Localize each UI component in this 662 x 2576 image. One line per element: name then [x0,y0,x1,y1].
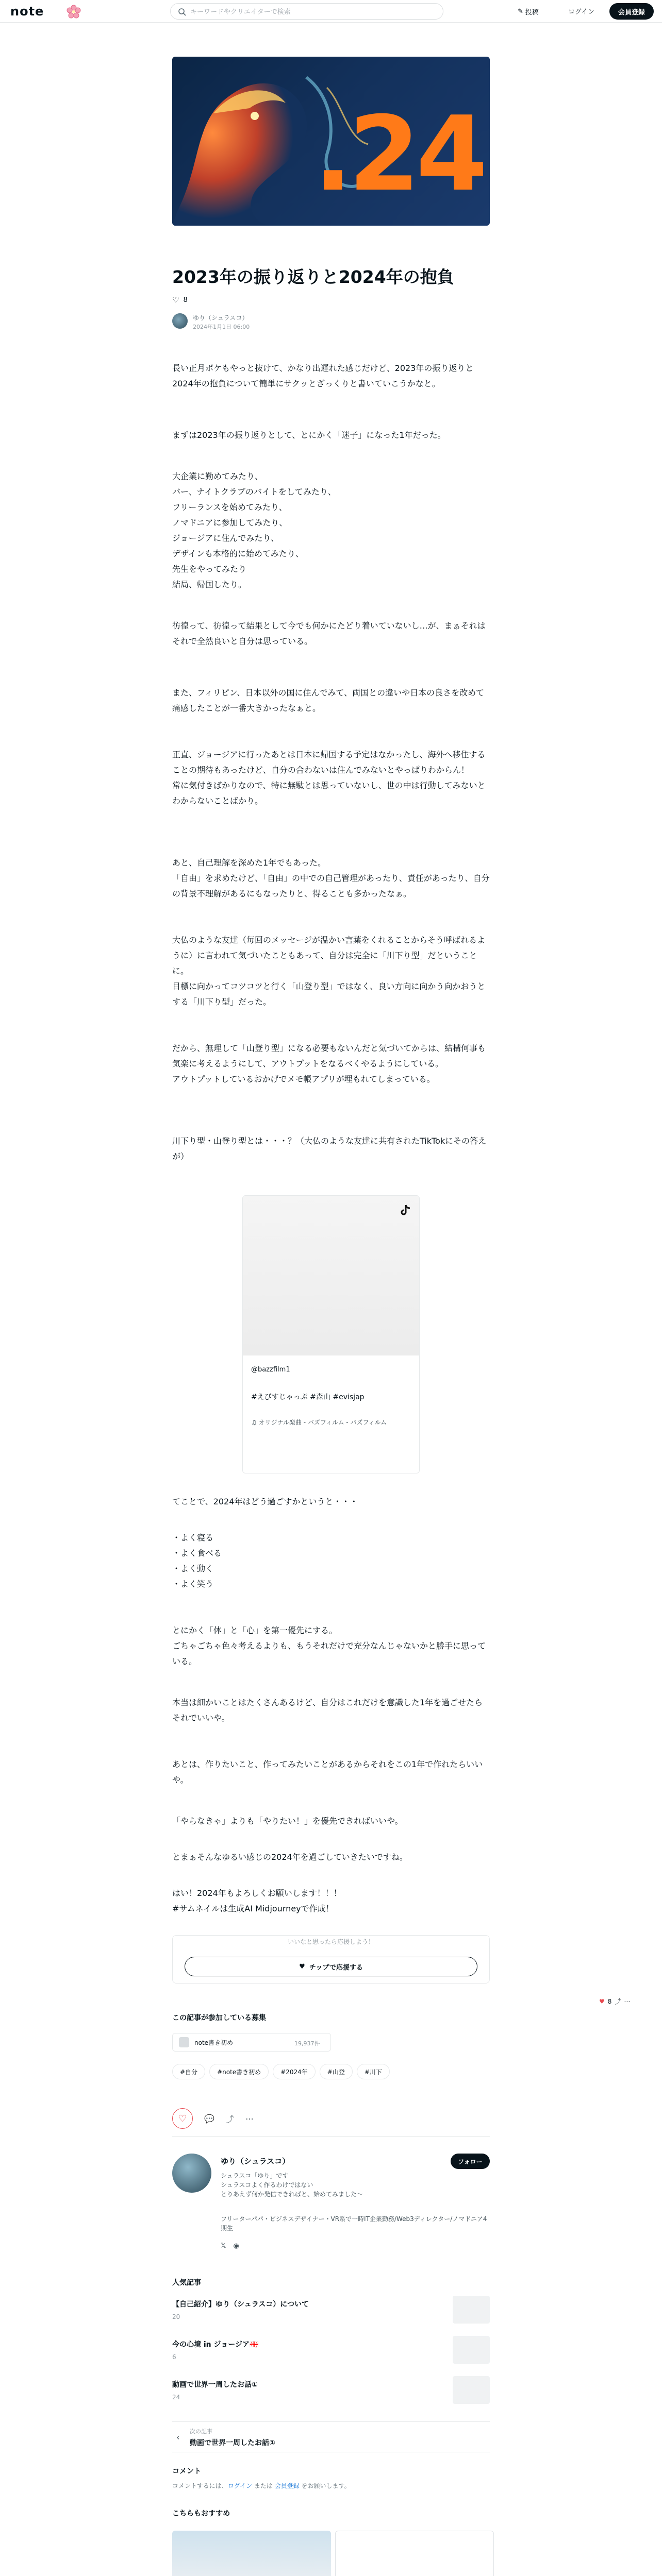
search-icon [178,8,186,16]
paragraph: 長い正月ボケもやっと抜けて、かなり出遅れた感じだけど、2023年の振り返りと2024年の抱負について簡単にサクッとざっくりと書いていこうかなと。 [172,363,474,388]
paragraph: また、フィリピン、日本以外の国に住んでみて、両国との違いや日本の良さを改めて痛感したことが一番大きかったなぁと。 [172,688,485,713]
signup-button[interactable]: 会員登録 [609,3,654,20]
paragraph: とまぁそんなゆるい感じの2024年を過ごしていきたいですね。 [172,1852,408,1862]
popular-item-title: 今の心境 in ジョージア🇬🇪 [172,2341,259,2349]
hashtag[interactable]: #自分 [172,2064,205,2079]
popular-item-title: 【自己紹介】ゆり（シュラスコ）について [172,2300,309,2309]
paragraph: 彷徨って、彷徨って結果として今でも何かにたどり着いていないし…が、まぁそれはそれで全然良いと自分は思っている。 [172,621,486,646]
paragraph: とにかく「体」と「心」を第一優先にする。 ごちゃごちゃ色々考えるよりも、もうそれだけで充分なんじゃないかと勝手に思っている。 [172,1625,486,1666]
tip-label: チップで応援する [309,1963,363,1972]
side-like[interactable] [599,1997,630,2006]
hashtag[interactable]: #川下 [357,2064,390,2079]
article-like-row[interactable] [172,295,188,305]
paragraph: はい！2024年もよろしくお願いします！！！ #サムネイルは生成AI Midjourneyで作成！ [172,1888,342,1913]
next-article-card[interactable] [172,2421,490,2452]
popular-item-likes: 24 [172,2394,180,2401]
post-button[interactable] [518,5,539,18]
comment-title: コメント [172,2467,201,2476]
tiktok-tags[interactable]: #えびすじゃっぷ #森山 #evisjap [251,1393,365,1401]
paragraph: ・よく寝る ・よく食べる ・よく動く ・よく笑う [172,1533,222,1589]
paragraph: 「やらなきゃ」よりも「やりたい！」を優先できればいいや。 [172,1816,403,1826]
popular-item-title: 動画で世界一周したお話① [172,2381,258,2389]
next-article-label: 次の記事 [190,2428,212,2435]
hero-image [172,57,490,226]
hero-year-text: .24 [313,94,484,214]
popular-item-thumb [453,2336,490,2364]
paragraph: 大仏のような友達（毎回のメッセージが温かい言葉をくれることからそう呼ばれるように）に言われて気づいたこともあって、自分は完全に「川下り型」だということに。 目標に向かってコツコツと行く「山登り型」ではなく、良い方向に向かう向かおうとする「川下り型」だった。 [172,935,486,1007]
popular-item[interactable] [172,2336,490,2369]
popular-item-likes: 6 [172,2353,176,2361]
recommend-title: こちらもおすすめ [172,2510,230,2518]
magazine-card[interactable] [172,2033,331,2052]
profile-detail: フリーターパパ・ビジネスデザイナー・VR系で一時IT企業勤務/Web3ディレクター/ノマドニア4期生 [221,2215,487,2232]
card-thumbnail[interactable] [335,2531,494,2576]
popular-title: 人気記事 [172,2279,201,2287]
paragraph: あとは、作りたいこと、作ってみたいことがあるからそれをこの1年で作れたらいいや。 [172,1759,483,1785]
paragraph: 本当は細かいことはたくさんあるけど、自分はこれだけを意識した1年を過ごせたらそれでいいや。 [172,1698,483,1723]
magazine-icon [179,2037,189,2047]
profile-name[interactable]: ゆり（シュラスコ） [221,2157,290,2166]
x-icon[interactable]: 𝕏 [221,2242,226,2250]
popular-item[interactable] [172,2296,490,2329]
heart-icon[interactable]: ♡ [172,295,179,304]
article-actions [172,2108,254,2129]
chevron-left-icon: ‹ [176,2432,180,2442]
magazine-count: 19,937件 [294,2040,320,2047]
paragraph: 大企業に勤めてみたり、 バー、ナイトクラブのバイトをしてみたり、 フリーランスを始めてみたり、 ノマドニアに参加してみたり、 ジョージアに住んでみたり、 デザインも本格的に始めてみたり、 先生をやってみたり 結局、帰国したり。 [172,471,336,589]
tip-button[interactable] [185,1957,477,1976]
follow-button[interactable]: フォロー [451,2154,490,2169]
paragraph: まずは2023年の振り返りとして、とにかく「迷子」になった1年だった。 [172,430,446,440]
comment-note: コメントするには、ログイン または 会員登録 をお願いします。 [172,2482,351,2489]
search-input[interactable] [190,7,433,17]
paragraph: あと、自己理解を深めた1年でもあった。 「自由」を求めたけど、「自由」の中での自己管理があったり、責任があったり、自分の背景不理解があるにもなったりと、得ることも多かったなぁ。 [172,858,490,899]
popular-item-thumb [453,2296,490,2324]
publish-date: 2024年1月1日 06:00 [193,324,250,330]
author-name[interactable]: ゆり（シュラスコ） [193,314,249,321]
register-link[interactable]: 会員登録 [274,2482,300,2489]
tiktok-embed[interactable] [242,1195,420,1473]
support-label: いいなと思ったら応援しよう！ [287,1938,374,1945]
profile-avatar[interactable] [172,2154,211,2193]
hashtag[interactable]: #note書き初め [209,2064,269,2079]
sakura-icon [66,4,81,20]
author-avatar[interactable] [172,313,188,329]
tip-icon: ♥ [299,1962,305,1971]
side-like-count: 8 [607,1997,612,2005]
search-bar[interactable] [170,3,443,20]
more-icon[interactable]: ⋯ [624,1997,631,2005]
profile-bio: シュラスコ「ゆり」です シュラスコよく作るわけではない とりあえず何か発信できればと、始めてみました〜 [221,2172,363,2198]
video-thumbnail[interactable] [243,1196,419,1355]
hashtag[interactable]: #山登 [320,2064,353,2079]
hashtag[interactable]: #2024年 [273,2064,316,2079]
popular-item-thumb [453,2376,490,2404]
rss-icon[interactable]: ◉ [233,2242,239,2250]
recommend-card[interactable] [172,2531,331,2576]
article-title: 2023年の振り返りと2024年の抱負 [172,267,454,287]
paragraph: だから、無理して「山登り型」になる必要もないんだと気づいてからは、結構何事も気楽に考えるようにして、アウトプットをなるべくやるようにしている。 アウトプットしているおかげでメモ帳アプリが埋もれてしまっている。 [172,1043,486,1084]
top-header [0,0,662,23]
card-thumbnail[interactable] [172,2531,331,2576]
comment-icon[interactable]: 💬 [204,2113,214,2124]
magazine-section-title: この記事が参加している募集 [172,2014,266,2022]
like-button[interactable]: ♡ [172,2108,193,2129]
divider [172,2136,490,2137]
share-icon[interactable]: ⤴ [615,1998,621,2005]
popular-item-likes: 20 [172,2313,180,2320]
login-link[interactable]: ログイン [568,8,595,16]
like-count: 8 [183,296,188,304]
paragraph: 正直、ジョージアに行ったあとは日本に帰国する予定はなかったし、海外へ移住することの期待もあったけど、自分の合わないは住んでみないとやっぱりわからん！ 常に気付きばかりなので、特に無駄とは思っていないし、世の中は行動してみないとわからないことばかり。 [172,750,486,806]
note-logo[interactable]: note [10,4,44,19]
hashtag-list [172,2064,390,2079]
pen-icon: ✎ [518,7,523,15]
tiktok-music[interactable]: ♫ オリジナル楽曲 - バズフィルム - バズフィルム [251,1419,387,1426]
magazine-name: note書き初め [194,2039,234,2046]
next-article-title: 動画で世界一周したお話① [190,2439,275,2447]
tiktok-handle[interactable]: @bazzfilm1 [251,1366,290,1374]
popular-item[interactable] [172,2376,490,2409]
paragraph: 川下り型・山登り型とは・・・？（大仏のような友達に共有されたTikTokにその答えが） [172,1136,487,1161]
social-links [221,2242,239,2250]
heart-icon[interactable]: ♥ [599,1997,605,2005]
share-icon[interactable]: ⤴ [225,2114,234,2124]
more-icon[interactable]: ⋯ [245,2113,254,2124]
tiktok-icon [398,1203,412,1217]
recommend-card[interactable] [335,2531,494,2576]
paragraph: てことで、2024年はどう過ごすかというと・・・ [172,1497,358,1506]
login-link[interactable]: ログイン [227,2482,253,2489]
post-label: 投稿 [525,8,539,16]
